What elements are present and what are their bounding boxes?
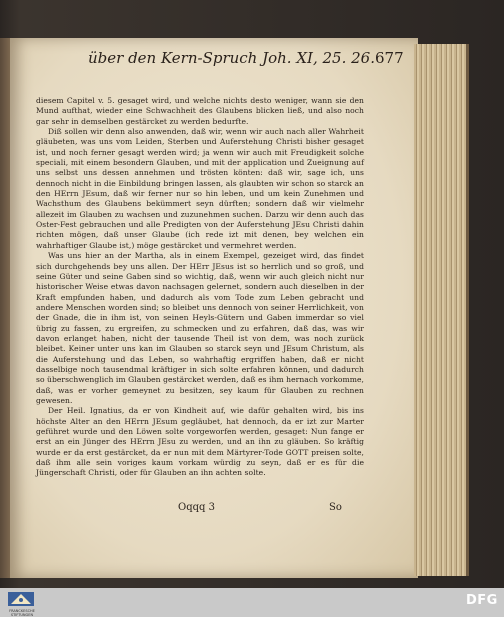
viewer-footer [0, 588, 504, 617]
paragraph: Diß sollen wir denn also anwenden, daß wir, wenn wir auch nach aller Wahrheit gläubeten, was uns vom Leiden, Sterben und Auferstehung Christi bisher gesaget ist, und noch ferner gesagt werden wird; ja wenn wir auch mit Freudigkeit solche speciali, mit einem besondern Glauben, und mit der application und Zueignung auf uns selbst uns dessen annehmen und trösten könten: daß wir, sage ich, uns dennoch nicht in die Einbildung bringen lassen, als glaubten wir schon so starck an den HErrn JEsum, daß wir ferner nur so hin leben, und um kein Zunehmen und Wachsthum des Glaubens bekümmert seyn dürften; sondern daß wir vielmehr allezeit im Glauben zu wachsen und zuzunehmen suchen. Darzu wir denn auch das Oster-Fest gebrauchen und alle Predigten von der Auferstehung JEsu Christi dahin richten mögen, daß unser Glaube (ich rede izt mit denen, bey welchen ein wahrhaftiger Glaube ist,) möge gestärcket und vermehret werden. [36, 127, 364, 250]
dfg-logo: DFG [466, 593, 498, 608]
signature-mark: Oqqq 3 [178, 502, 215, 513]
page-body [36, 96, 364, 479]
page-number: 677 [375, 49, 404, 67]
paragraph: Der Heil. Ignatius, da er von Kindheit auf, wie dafür gehalten wird, bis ins höchste Alter an den HErrn JEsum gegläubet, hat dennoch, da er izt zur Marter geführet wurde und den Löwen solte vorgeworfen werden, gesaget: Nun fange er erst an ein Jünger des HErrn JEsu zu werden, und an ihn zu gläuben. So kräftig wurde er da erst gestärcket, da er nun mit dem Märtyrer-Tode GOTT preisen solte, daß ihm alle sein voriges kaum vorkam würdig zu seyn, daß er es für die Jüngerschaft Christi, oder für Glauben an ihn achten solte. [36, 406, 364, 478]
catchword: So [329, 502, 342, 513]
running-head: über den Kern-Spruch Joh. XI, 25. 26. [88, 49, 375, 67]
logo-label: FRANCKESCHE STIFTUNGEN [9, 609, 35, 617]
paragraph: Was uns hier an der Martha, als in einem Exempel, gezeiget wird, das findet sich durchgehends bey uns allen. Der HErr JEsus ist so herrlich und so groß, und seine Güter und seine Gaben sind so wichtig, daß, wenn wir auch gleich nicht nur historischer Weise etwas davon nachsagen gelernet, sondern auch dieselben in der Kraft empfunden haben, und dadurch als vom Tode zum Leben gebracht und andere Menschen worden sind; so bleibet uns dennoch von seiner Herrlichkeit, von der Gnade, die in ihm ist, von seinen Heyls-Gütern und Gaben immerdar so viel übrig zu fassen, zu ergreifen, zu schmecken und zu erfahren, daß das, was wir davon erlanget haben, nicht der tausende Theil ist von dem, was noch zurück bleibet. Keiner unter uns kan im Glauben so starck seyn und JEsum Christum, als die Auferstehung und das Leben, so wahrhaftig ergriffen haben, daß er nicht dasselbige noch tausendmal kräftiger in sich solte erfahren können, und dadurch so überschwenglich im Glauben gestärcket werden, daß es ihm hernach vorkomme, daß, was er vorher gemeynet zu besitzen, sey kaum für Glauben zu rechnen gewesen. [36, 251, 364, 405]
page-edges [414, 44, 469, 576]
paragraph: diesem Capitel v. 5. gesaget wird, und welche nichts desto weniger, wann sie den Mund aufthat, wieder eine Schwachheit des Glaubens blicken ließ, und also noch gar sehr in demselben gestärcket zu werden bedurfte. [36, 96, 364, 126]
